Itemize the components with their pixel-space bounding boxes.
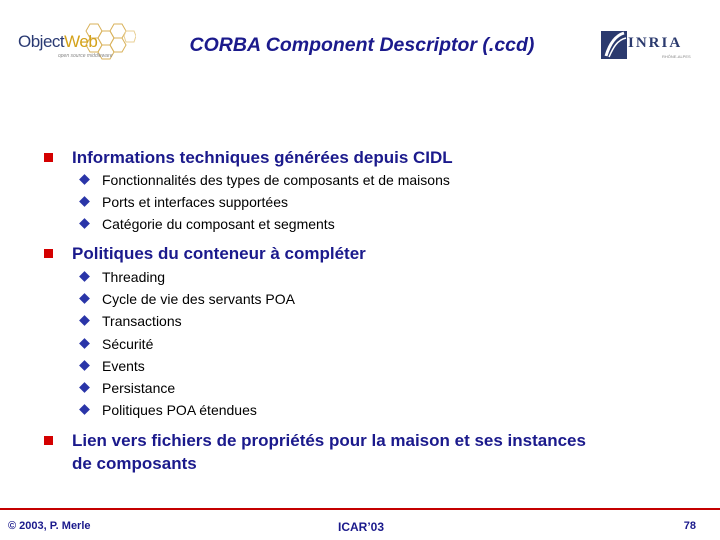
section-2-item-label: Transactions (102, 313, 182, 329)
section-2-item-label: Politiques POA étendues (102, 402, 257, 418)
diamond-bullet-icon (79, 174, 90, 185)
section-2-label: Politiques du conteneur à compléter (72, 244, 366, 263)
square-bullet-icon (44, 249, 53, 258)
footer-copyright: © 2003, P. Merle (8, 520, 91, 532)
diamond-bullet-icon (79, 271, 90, 282)
objectweb-word-object: Object (18, 32, 65, 51)
diamond-bullet-icon (79, 382, 90, 393)
objectweb-tagline: open source middleware (58, 53, 113, 59)
diamond-bullet-icon (79, 404, 90, 415)
diamond-bullet-icon (79, 338, 90, 349)
inria-wordmark: INRIA (628, 35, 683, 51)
diamond-bullet-icon (79, 293, 90, 304)
diamond-bullet-icon (79, 315, 90, 326)
section-1-item-label: Ports et interfaces supportées (102, 194, 288, 210)
objectweb-word-web: Web (64, 32, 98, 51)
inria-subtitle: RHÔNE-ALPES (662, 54, 691, 59)
section-2-item-label: Sécurité (102, 336, 154, 352)
diamond-bullet-icon (79, 218, 90, 229)
diamond-bullet-icon (79, 196, 90, 207)
square-bullet-icon (44, 153, 53, 162)
section-2-item-label: Persistance (102, 380, 176, 396)
footer-page-number: 78 (683, 520, 696, 532)
square-bullet-icon (44, 436, 53, 445)
section-1-item-label: Catégorie du composant et segments (102, 216, 335, 232)
slide-title: CORBA Component Descriptor (.ccd) (189, 34, 535, 56)
section-3-label-line1: Lien vers fichiers de propriétés pour la maison et ses instances (72, 431, 586, 450)
section-2-item-label: Cycle de vie des servants POA (102, 291, 295, 307)
diamond-bullet-icon (79, 360, 90, 371)
section-2-item-label: Threading (102, 269, 166, 285)
section-3-label-line2: de composants (72, 454, 197, 473)
section-2-item-label: Events (102, 358, 145, 374)
section-1-item-label: Fonctionnalités des types de composants et de maisons (102, 172, 450, 188)
footer-conference: ICAR’03 (337, 520, 384, 534)
footer-divider (0, 508, 720, 510)
slide-footer (0, 500, 720, 540)
section-1-label: Informations techniques générées depuis CIDL (72, 148, 453, 167)
